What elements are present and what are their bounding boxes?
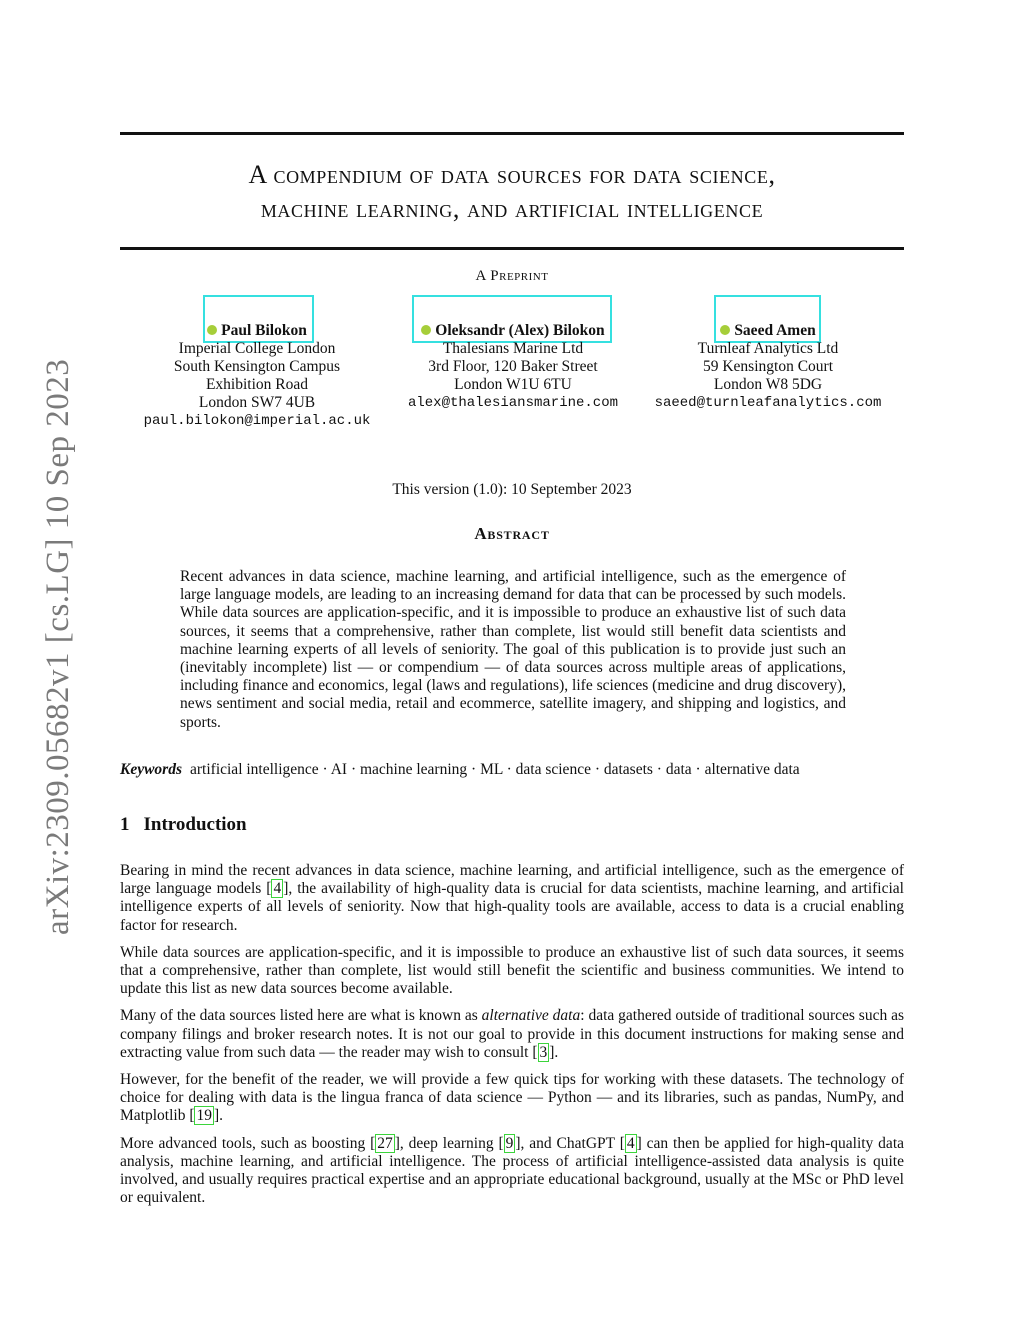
paragraph <box>120 862 904 935</box>
section-title: Introduction <box>143 814 247 835</box>
introduction-body <box>120 862 904 1216</box>
author-block-3 <box>640 322 896 412</box>
affiliation-line: Imperial College London <box>178 340 336 357</box>
version-line: This version (1.0): 10 September 2023 <box>392 481 632 498</box>
title-top-rule <box>120 132 904 135</box>
text-run: ], the availability of high-quality data is crucial for data scientists, machine learning, and artificial intelligence experts of all levels of seniority. Now that high-quality tools are available, access to data is a crucial enabling factor for research. <box>120 880 904 934</box>
citation-link[interactable]: 4 <box>273 880 282 898</box>
preprint-label: A Preprint <box>475 268 549 284</box>
text-run: More advanced tools, such as boosting [ <box>120 1134 376 1152</box>
title-line-2: machine learning, and artificial intelligence <box>260 194 764 223</box>
keywords-label: Keywords <box>120 761 182 778</box>
keywords-line <box>120 761 904 779</box>
text-run: ]. <box>213 1107 224 1125</box>
affiliation-line: Thalesians Marine Ltd <box>442 340 584 357</box>
affiliation-line: London W8 5DG <box>713 376 823 393</box>
section-number: 1 <box>120 814 130 835</box>
text-run: Many of the data sources listed here are what is known as <box>120 1007 482 1025</box>
orcid-icon[interactable] <box>207 325 217 335</box>
text-run: Bearing in mind the recent advances in data science, machine learning, and artificial intelligence, such as the emergence of large language models [ <box>120 862 904 898</box>
affiliation-line: South Kensington Campus <box>173 358 341 375</box>
abstract-heading: Abstract <box>474 524 550 543</box>
text-run: ], deep learning [ <box>394 1134 504 1152</box>
text-run: ]. <box>549 1043 559 1061</box>
text-run: ] can then be applied for high-quality data analysis, machine learning, and artificial intelligence. The process of artificial intelligence-assisted data analysis is quite involved, and usually requires practical expertise and an appropriate educational background, usually at the MSc or PhD level or equivalent. <box>120 1134 904 1207</box>
citation-link[interactable]: 4 <box>626 1134 635 1152</box>
orcid-icon[interactable] <box>720 325 730 335</box>
citation-link[interactable]: 3 <box>539 1043 548 1061</box>
citation-link[interactable]: 9 <box>505 1134 514 1152</box>
affiliation-line: Exhibition Road <box>205 376 309 393</box>
emphasis-text: alternative data <box>481 1007 581 1025</box>
affiliation-line: London W1U 6TU <box>454 376 572 393</box>
keywords-text: artificial intelligence · AI · machine learning · ML · data science · datasets · data · alternative data <box>190 761 800 778</box>
title-bottom-rule <box>120 247 904 250</box>
author-email[interactable]: saeed@turnleafanalytics.com <box>654 395 882 411</box>
citation-link[interactable]: 27 <box>377 1134 393 1152</box>
affiliation-line: 3rd Floor, 120 Baker Street <box>428 358 598 375</box>
paragraph: While data sources are application-specific, and it is impossible to produce an exhaustive list of such data sources, it seems that a comprehensive, rather than complete, list would still benefit the scientific and business communities. We intend to update this list as new data sources become available. <box>120 943 904 998</box>
paper-title <box>120 158 904 226</box>
text-run: ], and ChatGPT [ <box>515 1134 625 1152</box>
author-email[interactable]: paul.bilokon@imperial.ac.uk <box>143 413 371 429</box>
author-name: Saeed Amen <box>734 322 816 339</box>
author-name: Oleksandr (Alex) Bilokon <box>435 322 605 339</box>
affiliation-line: London SW7 4UB <box>198 394 316 411</box>
paragraph <box>120 1071 904 1126</box>
citation-link[interactable]: 19 <box>196 1107 212 1125</box>
text-run: : data gathered outside of traditional sources such as company filings and broker research notes. It is not our goal to provide in this document instructions for making sense and extracting value from such data — the reader may wish to consult [ <box>120 1007 904 1061</box>
affiliation-line: 59 Kensington Court <box>702 358 834 375</box>
author-email[interactable]: alex@thalesiansmarine.com <box>407 395 619 411</box>
abstract-text: Recent advances in data science, machine learning, and artificial intelligence, such as the emergence of large language models, are leading to an increasing demand for data that can be processed by such models. While data sources are application-specific, and it is impossible to produce an exhaustive list of such data sources, it seems that a comprehensive, rather than complete, list would still benefit data scientists and machine learning experts of all levels of seniority. The goal of this publication is to provide just such an (inevitably incomplete) list — or compendium — of data sources across multiple areas of applications, including finance and economics, legal (laws and regulations), life sciences (medicine and drug discovery), news sentiment and social media, retail and ecommerce, satellite imagery, and shipping and logistics, and sports. <box>180 568 846 731</box>
arxiv-identifier: arXiv:2309.05682v1 [cs.LG] 10 Sep 2023 <box>40 358 76 935</box>
text-run: However, for the benefit of the reader, we will provide a few quick tips for working with these datasets. The technology of choice for dealing with data is the lingua franca of data science — Python — and its libraries, such as pandas, NumPy, and Matplotlib [ <box>120 1071 904 1125</box>
section-heading-introduction <box>120 814 247 836</box>
title-line-1: A compendium of data sources for data science, <box>248 160 776 189</box>
affiliation-line: Turnleaf Analytics Ltd <box>697 340 839 357</box>
paragraph <box>120 1135 904 1208</box>
author-name: Paul Bilokon <box>221 322 307 339</box>
orcid-icon[interactable] <box>421 325 431 335</box>
author-block-2 <box>382 322 644 412</box>
author-block-1 <box>116 322 398 430</box>
paragraph <box>120 1007 904 1062</box>
